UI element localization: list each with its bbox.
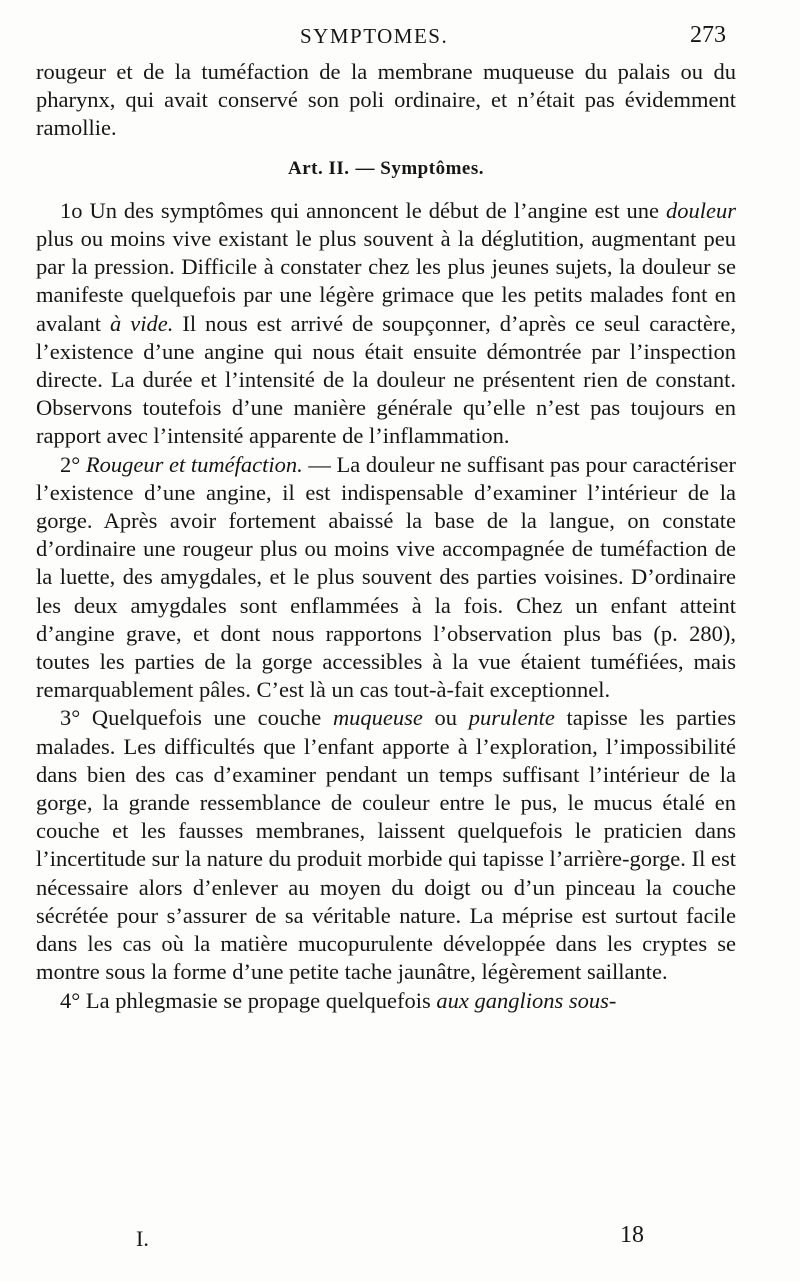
p1-em-a-vide: à vide. xyxy=(109,310,174,336)
paragraph-2 xyxy=(36,451,736,705)
running-title: SYMPTOMES. xyxy=(300,24,449,48)
p3-text-b: ou xyxy=(422,705,469,731)
p1-text-c: Il nous est arrivé de soupçonner, d’après ce seul caractère, l’existence d’une angine qui nous était ensuite démontrée par l’inspection directe. La durée et l’intensité de la douleur ne présentent rien de constant. Observons toutefois d’une manière générale qu’elle n’est pas toujours en rapport avec l’intensité apparente de l’inflammation. xyxy=(36,310,736,449)
p2-em-rougeur: Rougeur et tuméfaction. xyxy=(85,451,303,477)
p3-text-a: 3° Quelquefois une couche xyxy=(60,705,333,731)
article-number: Art. II. xyxy=(288,157,350,179)
p4-em-ganglions: aux ganglions sous- xyxy=(436,987,617,1013)
volume-mark: I. xyxy=(136,1226,149,1251)
p3-text-c: tapisse les parties malades. Les difficultés que l’enfant apporte à l’exploration, l’impossibilité dans bien des cas d’examiner pendant un temps suffisant l’intérieur de la gorge, la grande ressemblance de couleur entre le pus, le mucus étalé en couche et les fausses membranes, laissent quelquefois le praticien dans l’incertitude sur la nature du produit morbide qui tapisse l’arrière-gorge. Il est nécessaire alors d’enlever au moyen du doigt ou d’un pinceau la couche sécrétée pour s’assurer de sa véritable nature. La méprise est surtout facile dans les cas où la matière mucopurulente développée dans les cryptes se montre sous la forme d’une petite tache jaunâtre, légèrement saillante. xyxy=(36,705,737,985)
running-head xyxy=(36,22,726,54)
body-text xyxy=(36,58,736,1015)
paragraph-1 xyxy=(36,197,736,451)
paragraph-3 xyxy=(36,704,736,986)
p2-text-a: 2° xyxy=(60,451,86,477)
section-heading xyxy=(36,155,736,183)
page-number: 273 xyxy=(690,22,726,48)
p4-text-a: 4° La phlegmasie se propage quelquefois xyxy=(60,987,437,1013)
p3-em-purulente: purulente xyxy=(468,705,555,731)
p3-em-muqueuse: muqueuse xyxy=(332,705,423,731)
p1-em-douleur: douleur xyxy=(666,197,736,223)
signature-mark: 18 xyxy=(620,1222,644,1248)
intro-paragraph: rougeur et de la tuméfaction de la membrane muqueuse du palais ou du pharynx, qui avait conservé son poli ordinaire, et n’était pas évidemment ramollie. xyxy=(36,59,736,141)
section-title: — Symptômes. xyxy=(355,157,484,179)
p1-text-b: plus ou moins vive existant le plus souvent à la déglutition, augmentant peu par la pression. Difficile à constater chez les plus jeunes sujets, la douleur se manifeste quelquefois par une légère grimace que les petits malades font en avalant xyxy=(36,226,736,336)
p2-text-b: — La douleur ne suffisant pas pour caractériser l’existence d’une angine, il est indispensable d’examiner l’intérieur de la gorge. Après avoir fortement abaissé la base de la langue, on constate d’ordinaire une rougeur plus ou moins vive accompagnée de tuméfaction de la luette, des amygdales, et le plus souvent des parties voisines. D’ordinaire les deux amygdales sont enflammées à la fois. Chez un enfant atteint d’angine grave, et dont nous rapportons l’observation plus bas (p. 280), toutes les parties de la gorge accessibles à la vue étaient tuméfiées, mais remarquablement pâles. C’est là un cas tout-à-fait exceptionnel. xyxy=(36,451,737,703)
paragraph-4 xyxy=(36,987,736,1015)
p1-text-a: 1o Un des symptômes qui annoncent le début de l’angine est une xyxy=(60,197,666,223)
page-footer xyxy=(36,1222,736,1256)
